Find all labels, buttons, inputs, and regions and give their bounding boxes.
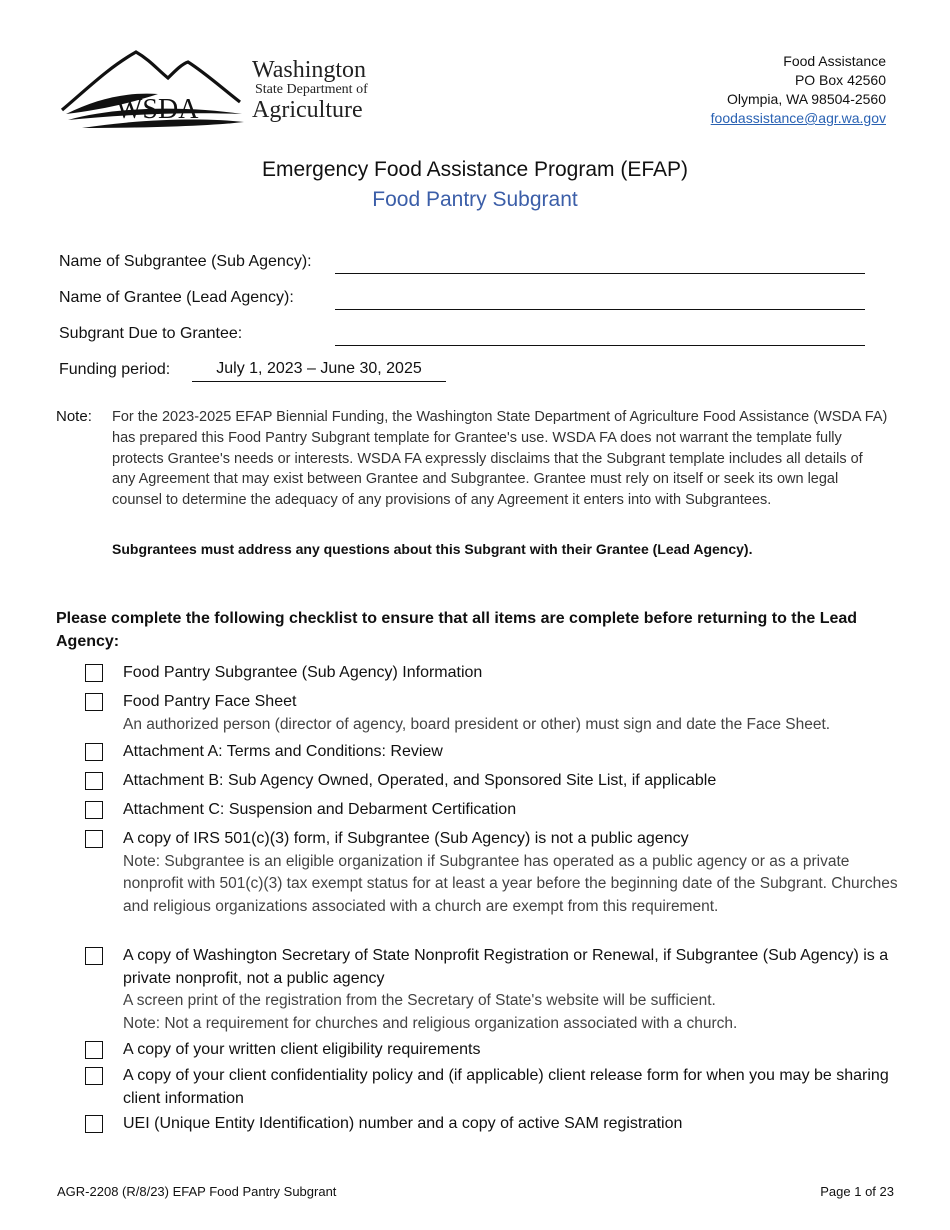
checkbox-attachment-a[interactable] [85, 743, 103, 761]
note-text: For the 2023-2025 EFAP Biennial Funding, the Washington State Department of Agriculture Food Assistance (WSDA FA) has prepared this Food Pantry Subgrant template for Grantee's use. WSDA FA does not warrant the template fully protects Grantee's needs or interests. WSDA FA expressly disclaims that the Subgrant template includes all details of any Agreement that may exist between Grantee and Subgrantee. Grantee must rely on itself or seek its own legal counsel to determine the adequacy of any provisions of any Agreement it enters into with Subgrantees. [112, 409, 888, 509]
funding-period-label: Funding period: [59, 361, 171, 378]
address-line-1: Food Assistance [783, 53, 886, 69]
checkbox-eligibility[interactable] [85, 1041, 103, 1059]
logo-line-2: State Department of [255, 82, 368, 97]
funding-period-value: July 1, 2023 – June 30, 2025 [192, 360, 446, 382]
checklist-item: Food Pantry Subgrantee (Sub Agency) Information [123, 664, 483, 681]
logo-wordmark [252, 58, 382, 122]
checkbox-sos-registration[interactable] [85, 947, 103, 965]
logo-line-1: Washington [252, 57, 367, 83]
checklist-item: UEI (Unique Entity Identification) number and a copy of active SAM registration [123, 1115, 683, 1132]
checklist-item: A copy of your written client eligibility requirements [123, 1041, 481, 1058]
checklist-item: A copy of IRS 501(c)(3) form, if Subgrantee (Sub Agency) is not a public agency Note: Subgrantee is an eligible organization if Subgrantee has operated as a public agency or as a private nonprofit with 501(c)(3) tax exempt status for at least a year before the beginning date of the Subgrant. Churches and religious organizations associated with a church are exempt from this requirement. [123, 830, 898, 915]
logo-line-3: Agriculture [252, 97, 363, 123]
checkbox-uei-sam[interactable] [85, 1115, 103, 1133]
checkbox-irs-form[interactable] [85, 830, 103, 848]
grantee-input-line[interactable] [335, 309, 865, 310]
due-input-line[interactable] [335, 345, 865, 346]
footer-page-number: Page 1 of 23 [820, 1184, 894, 1199]
checkbox-face-sheet[interactable] [85, 693, 103, 711]
document-subtitle: Food Pantry Subgrant [372, 188, 578, 211]
note-bold-text: Subgrantees must address any questions about this Subgrant with their Grantee (Lead Agency). [112, 541, 753, 557]
subgrantee-label: Name of Subgrantee (Sub Agency): [59, 253, 312, 270]
document-title: Emergency Food Assistance Program (EFAP) [262, 158, 688, 181]
checklist-item: Attachment B: Sub Agency Owned, Operated, and Sponsored Site List, if applicable [123, 772, 717, 789]
grantee-label: Name of Grantee (Lead Agency): [59, 289, 294, 306]
checkbox-attachment-b[interactable] [85, 772, 103, 790]
checklist-heading: Please complete the following checklist to ensure that all items are complete before returning to the Lead Agency: [56, 610, 858, 650]
contact-address [711, 52, 886, 128]
due-label: Subgrant Due to Grantee: [59, 325, 243, 342]
checkbox-confidentiality[interactable] [85, 1067, 103, 1085]
logo-abbr: WSDA [116, 94, 199, 125]
checklist-item: Attachment C: Suspension and Debarment Certification [123, 801, 517, 818]
checkbox-subgrantee-info[interactable] [85, 664, 103, 682]
address-line-2: PO Box 42560 [794, 72, 886, 88]
note-label: Note: [56, 408, 92, 425]
address-line-3: Olympia, WA 98504-2560 [726, 91, 886, 107]
checklist-item: A copy of your client confidentiality policy and (if applicable) client release form for when you may be sharing client information [123, 1067, 889, 1107]
checklist-item: Attachment A: Terms and Conditions: Review [123, 743, 443, 760]
footer-form-id: AGR-2208 (R/8/23) EFAP Food Pantry Subgrant [57, 1184, 337, 1199]
email-link[interactable]: foodassistance@agr.wa.gov [710, 110, 886, 126]
checkbox-attachment-c[interactable] [85, 801, 103, 819]
checklist-item: A copy of Washington Secretary of State Nonprofit Registration or Renewal, if Subgrantee (Sub Agency) is a private nonprofit, not a public agency A screen print of the registration from the Secretary of State's website will be sufficient. Note: Not a requirement for churches and religious organization associated with a church. [123, 947, 889, 1032]
subgrantee-input-line[interactable] [335, 273, 865, 274]
checklist-item: Food Pantry Face Sheet An authorized person (director of agency, board president or other) must sign and date the Face Sheet. [123, 693, 831, 733]
